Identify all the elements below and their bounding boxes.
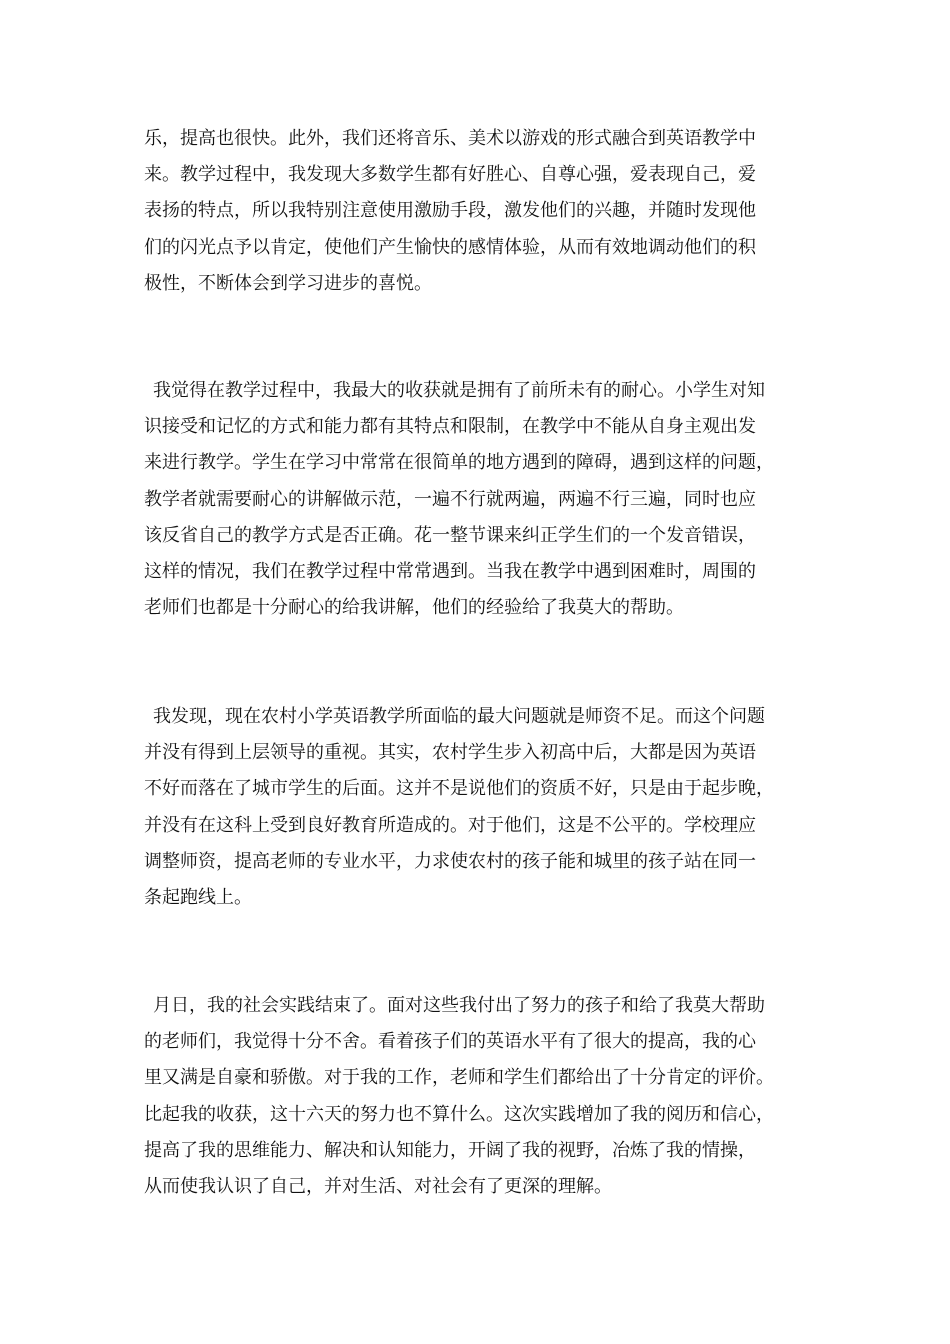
text-line: 这样的情况，我们在教学过程中常常遇到。当我在教学中遇到困难时，周围的 [144, 560, 756, 582]
text-line: 调整师资，提高老师的专业水平，力求使农村的孩子能和城里的孩子站在同一 [144, 850, 756, 872]
text-line: 不好而落在了城市学生的后面。这并不是说他们的资质不好，只是由于起步晚， [144, 778, 774, 800]
text-line: 来进行教学。学生在学习中常常在很简单的地方遇到的障碍，遇到这样的问题， [144, 452, 774, 474]
text-line: 从而使我认识了自己，并对生活、对社会有了更深的理解。 [144, 1175, 612, 1197]
text-line: 老师们也都是十分耐心的给我讲解，他们的经验给了我莫大的帮助。 [144, 597, 684, 619]
text-line: 条起跑线上。 [144, 886, 252, 908]
paragraph-4 [144, 988, 814, 1205]
text-line: 乐，提高也很快。此外，我们还将音乐、美术以游戏的形式融合到英语教学中 [144, 128, 756, 149]
text-line: 教学者就需要耐心的讲解做示范，一遍不行就两遍，两遍不行三遍，同时也应 [144, 488, 756, 510]
text-line: 我发现，现在农村小学英语教学所面临的最大问题就是师资不足。而这个问题 [153, 706, 765, 727]
text-line: 们的闪光点予以肯定，使他们产生愉快的感情体验，从而有效地调动他们的积 [144, 236, 756, 258]
text-line: 的老师们，我觉得十分不舍。看着孩子们的英语水平有了很大的提高，我的心 [144, 1031, 756, 1053]
text-line: 该反省自己的教学方式是否正确。花一整节课来纠正学生们的一个发音错误， [144, 524, 756, 546]
text-line: 来。教学过程中，我发现大多数学生都有好胜心、自尊心强，爱表现自己，爱 [144, 164, 756, 186]
text-line: 识接受和记忆的方式和能力都有其特点和限制，在教学中不能从自身主观出发 [144, 416, 756, 438]
paragraph-1 [144, 121, 814, 302]
text-line: 并没有在这科上受到良好教育所造成的。对于他们，这是不公平的。学校理应 [144, 814, 756, 836]
text-line: 月日，我的社会实践结束了。面对这些我付出了努力的孩子和给了我莫大帮助 [153, 995, 765, 1016]
text-line: 比起我的收获，这十六天的努力也不算什么。这次实践增加了我的阅历和信心， [144, 1103, 774, 1125]
text-line: 提高了我的思维能力、解决和认知能力，开阔了我的视野，冶炼了我的情操， [144, 1139, 756, 1161]
paragraph-3 [144, 699, 814, 916]
text-line: 表扬的特点，所以我特别注意使用激励手段，激发他们的兴趣，并随时发现他 [144, 200, 756, 222]
text-line: 极性，不断体会到学习进步的喜悦。 [144, 272, 432, 294]
text-line: 我觉得在教学过程中，我最大的收获就是拥有了前所未有的耐心。小学生对知 [153, 380, 765, 401]
text-line: 里又满是自豪和骄傲。对于我的工作，老师和学生们都给出了十分肯定的评价。 [144, 1067, 774, 1089]
paragraph-2 [144, 373, 814, 626]
text-line: 并没有得到上层领导的重视。其实，农村学生步入初高中后，大都是因为英语 [144, 742, 756, 764]
